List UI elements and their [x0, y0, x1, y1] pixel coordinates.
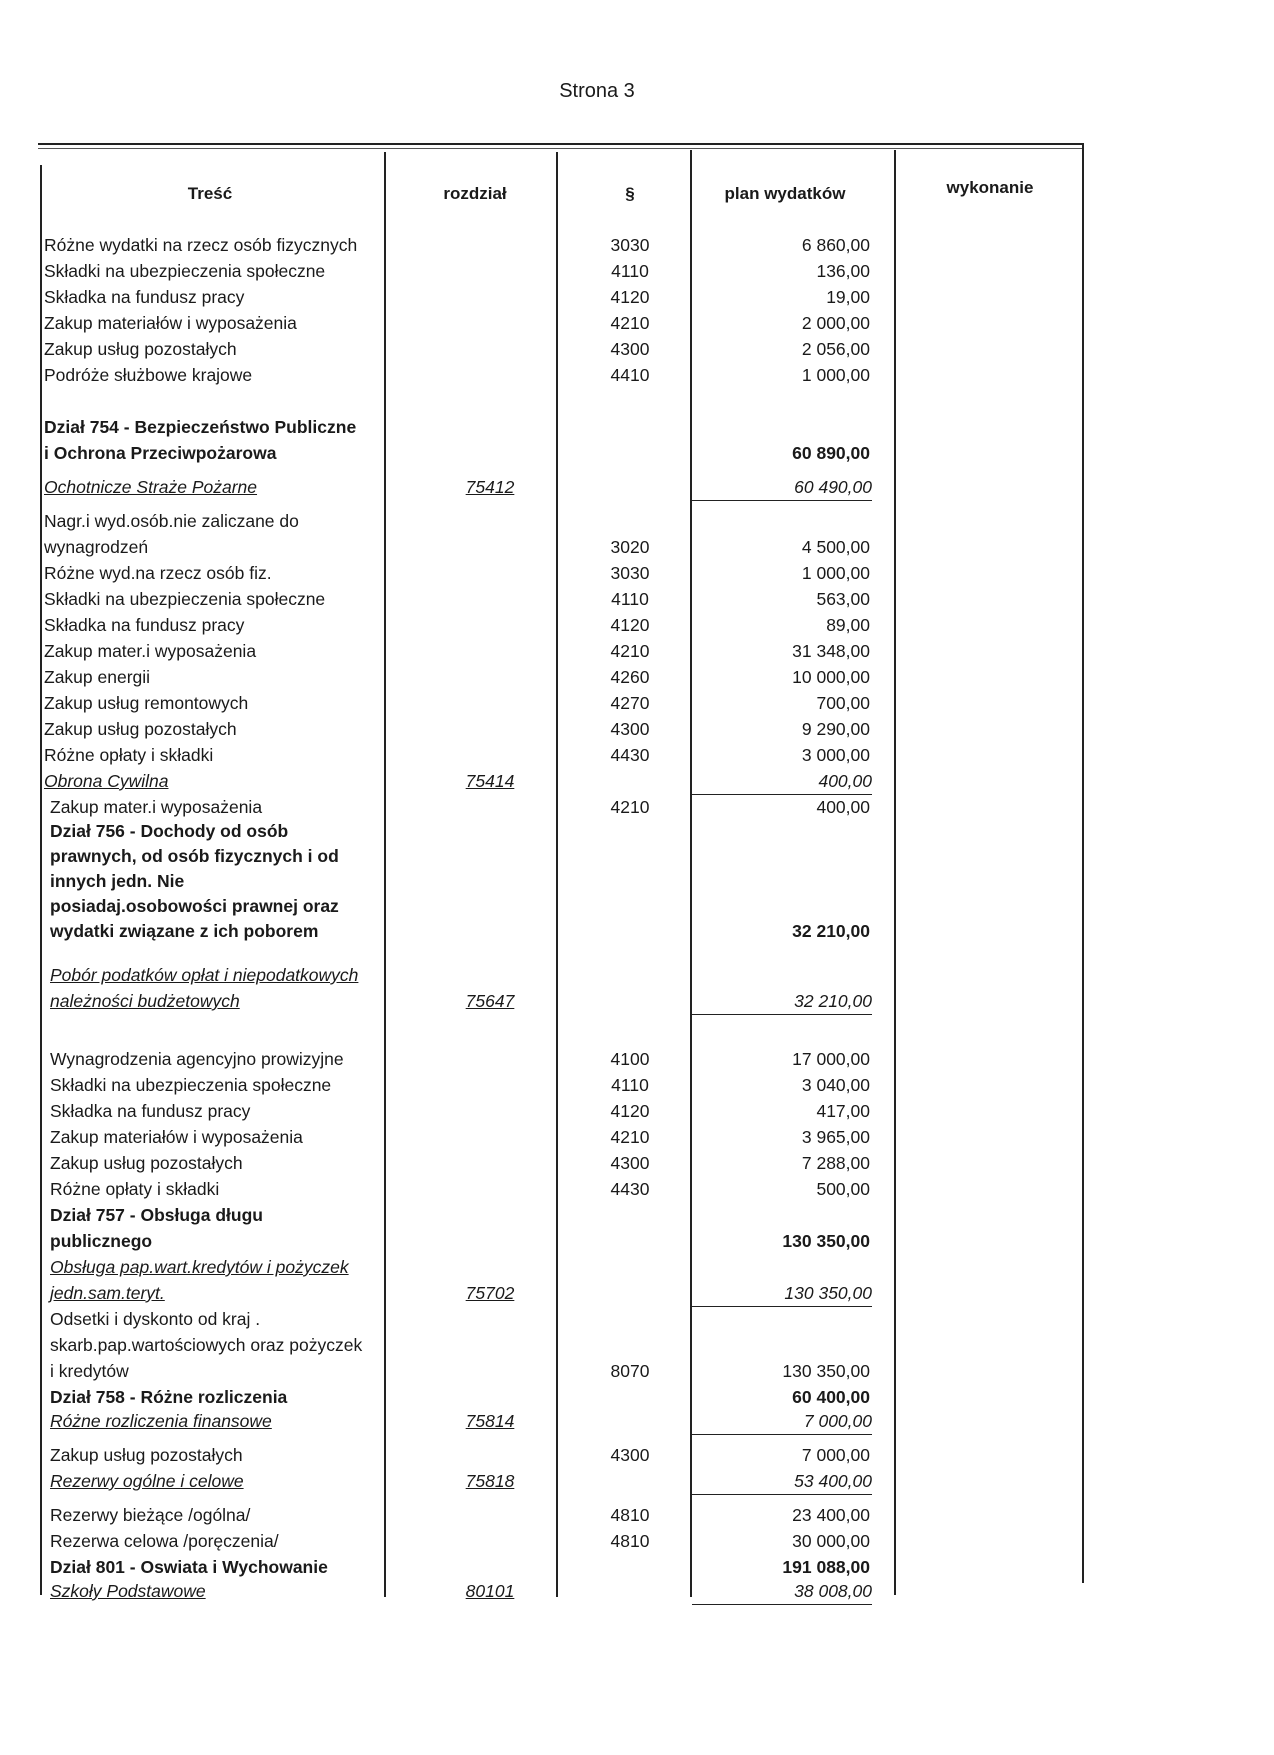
- table-row: [0, 1528, 1274, 1554]
- row-plan-wydatkow: 3 000,00: [801, 745, 870, 765]
- row-tresc: publicznego: [50, 1231, 153, 1251]
- row-paragraf: 4300: [610, 1445, 650, 1465]
- table-row: [0, 612, 1274, 638]
- table-row: [0, 414, 1274, 440]
- row-paragraf: 4430: [610, 1179, 650, 1199]
- row-paragraf: 3030: [610, 563, 650, 583]
- row-tresc: Rezerwa celowa /poręczenia/: [50, 1531, 279, 1551]
- table-row: [0, 818, 1274, 844]
- row-plan-wydatkow: 2 000,00: [801, 313, 870, 333]
- row-plan-wydatkow: 1 000,00: [801, 563, 870, 583]
- row-tresc: jedn.sam.teryt.: [50, 1283, 165, 1303]
- row-tresc: Różne wydatki na rzecz osób fizycznych: [44, 235, 358, 255]
- row-plan-wydatkow: 32 210,00: [692, 988, 872, 1015]
- row-paragraf: 4270: [610, 693, 650, 713]
- row-paragraf: 4260: [610, 667, 650, 687]
- row-tresc: Różne rozliczenia finansowe: [50, 1411, 272, 1431]
- row-paragraf: 4210: [610, 313, 650, 333]
- row-tresc: Obrona Cywilna: [44, 771, 169, 791]
- row-tresc: Zakup usług remontowych: [44, 693, 249, 713]
- table-row: [0, 508, 1274, 534]
- row-paragraf: 4100: [610, 1049, 650, 1069]
- row-plan-wydatkow: 563,00: [816, 589, 870, 609]
- table-row: [0, 1442, 1274, 1468]
- header-wykonanie: wykonanie: [946, 178, 1034, 197]
- table-row: [0, 534, 1274, 560]
- row-paragraf: 4210: [610, 641, 650, 661]
- row-paragraf: 8070: [610, 1361, 650, 1381]
- row-tresc: Składka na fundusz pracy: [44, 615, 245, 635]
- row-paragraf: 4300: [610, 719, 650, 739]
- row-plan-wydatkow: 400,00: [816, 797, 870, 817]
- row-plan-wydatkow: 19,00: [826, 287, 870, 307]
- table-row: [0, 742, 1274, 768]
- row-rozdzial: 75814: [465, 1411, 515, 1431]
- table-row: [0, 1046, 1274, 1072]
- row-tresc: i Ochrona Przeciwpożarowa: [44, 443, 277, 463]
- table-row: [0, 310, 1274, 336]
- table-row: [0, 1554, 1274, 1580]
- row-plan-wydatkow: 7 000,00: [801, 1445, 870, 1465]
- table-row: [0, 362, 1274, 388]
- row-paragraf: 4210: [610, 1127, 650, 1147]
- row-tresc: Różne opłaty i składki: [44, 745, 214, 765]
- row-plan-wydatkow: 500,00: [816, 1179, 870, 1199]
- row-plan-wydatkow: 23 400,00: [792, 1505, 870, 1525]
- row-plan-wydatkow: 17 000,00: [792, 1049, 870, 1069]
- row-tresc: Zakup usług pozostałych: [44, 719, 237, 739]
- row-paragraf: 4410: [610, 365, 650, 385]
- row-tresc: Ochotnicze Straże Pożarne: [44, 477, 258, 497]
- row-tresc: należności budżetowych: [50, 991, 240, 1011]
- row-paragraf: 4210: [610, 797, 650, 817]
- row-plan-wydatkow: 1 000,00: [801, 365, 870, 385]
- table-row: [0, 794, 1274, 820]
- header-tresc: Treść: [187, 184, 233, 203]
- row-plan-wydatkow: 89,00: [826, 615, 870, 635]
- header-rozdzial: rozdział: [443, 184, 507, 203]
- row-tresc: Rezerwy ogólne i celowe: [50, 1471, 244, 1491]
- row-tresc: Nagr.i wyd.osób.nie zaliczane do: [44, 511, 299, 531]
- table-row: [0, 1408, 1274, 1434]
- row-rozdzial: 75412: [465, 477, 515, 497]
- table-row: [0, 1358, 1274, 1384]
- row-tresc: Rezerwy bieżące /ogólna/: [50, 1505, 251, 1525]
- table-row: [0, 586, 1274, 612]
- table-row: [0, 258, 1274, 284]
- row-tresc: Składki na ubezpieczenia społeczne: [44, 589, 326, 609]
- row-rozdzial: 75702: [465, 1283, 515, 1303]
- row-plan-wydatkow: 191 088,00: [782, 1557, 870, 1577]
- row-tresc: i kredytów: [50, 1361, 129, 1381]
- row-paragraf: 4300: [610, 1153, 650, 1173]
- row-plan-wydatkow: 130 350,00: [782, 1231, 870, 1251]
- row-plan-wydatkow: 31 348,00: [792, 641, 870, 661]
- row-plan-wydatkow: 3 965,00: [801, 1127, 870, 1147]
- row-paragraf: 4120: [610, 615, 650, 635]
- table-row: [0, 664, 1274, 690]
- row-plan-wydatkow: 700,00: [816, 693, 870, 713]
- table-row: [0, 893, 1274, 919]
- row-plan-wydatkow: 38 008,00: [692, 1578, 872, 1605]
- row-plan-wydatkow: 130 350,00: [782, 1361, 870, 1381]
- row-tresc: skarb.pap.wartościowych oraz pożyczek: [50, 1335, 363, 1355]
- table-row: [0, 1072, 1274, 1098]
- table-row: [0, 918, 1274, 944]
- row-tresc: Zakup usług pozostałych: [44, 339, 237, 359]
- table-row: [0, 232, 1274, 258]
- page-title: Strona 3: [559, 80, 635, 102]
- table-row: [0, 1202, 1274, 1228]
- table-row: [0, 768, 1274, 794]
- row-tresc: Składka na fundusz pracy: [50, 1101, 251, 1121]
- row-plan-wydatkow: 2 056,00: [801, 339, 870, 359]
- row-tresc: Zakup materiałów i wyposażenia: [50, 1127, 303, 1147]
- row-tresc: Zakup materiałów i wyposażenia: [44, 313, 297, 333]
- row-tresc: Zakup usług pozostałych: [50, 1445, 243, 1465]
- table-row: [0, 1332, 1274, 1358]
- row-tresc: Zakup mater.i wyposażenia: [50, 797, 263, 817]
- header-plan: plan wydatków: [724, 184, 846, 203]
- table-row: [0, 716, 1274, 742]
- row-tresc: Składki na ubezpieczenia społeczne: [44, 261, 326, 281]
- header-paragraf: §: [625, 184, 635, 203]
- row-tresc: posiadaj.osobowości prawnej oraz: [50, 896, 339, 916]
- row-paragraf: 4110: [611, 1075, 649, 1095]
- row-tresc: Dział 757 - Obsługa długu: [50, 1205, 263, 1225]
- row-tresc: Różne wyd.na rzecz osób fiz.: [44, 563, 272, 583]
- row-rozdzial: 75818: [465, 1471, 515, 1491]
- table-row: [0, 843, 1274, 869]
- row-rozdzial: 80101: [465, 1581, 515, 1601]
- row-tresc: Dział 801 - Oswiata i Wychowanie: [50, 1557, 328, 1577]
- row-rozdzial: 75647: [465, 991, 515, 1011]
- table-row: [0, 1468, 1274, 1494]
- row-paragraf: 4430: [610, 745, 650, 765]
- table-row: [0, 1384, 1274, 1410]
- row-tresc: Zakup usług pozostałych: [50, 1153, 243, 1173]
- row-plan-wydatkow: 10 000,00: [792, 667, 870, 687]
- row-plan-wydatkow: 130 350,00: [692, 1280, 872, 1307]
- row-plan-wydatkow: 7 288,00: [801, 1153, 870, 1173]
- row-plan-wydatkow: 136,00: [816, 261, 870, 281]
- table-row: [0, 1578, 1274, 1604]
- row-plan-wydatkow: 400,00: [692, 768, 872, 795]
- row-tresc: wynagrodzeń: [44, 537, 149, 557]
- table-row: [0, 962, 1274, 988]
- row-paragraf: 4810: [610, 1505, 650, 1525]
- row-paragraf: 4300: [610, 339, 650, 359]
- row-tresc: Szkoły Podstawowe: [50, 1581, 206, 1601]
- row-tresc: Obsługa pap.wart.kredytów i pożyczek: [50, 1257, 349, 1277]
- row-paragraf: 4810: [610, 1531, 650, 1551]
- row-paragraf: 3030: [610, 235, 650, 255]
- row-plan-wydatkow: 7 000,00: [692, 1408, 872, 1435]
- row-plan-wydatkow: 60 890,00: [792, 443, 870, 463]
- row-paragraf: 4110: [611, 261, 649, 281]
- table-row: [0, 440, 1274, 466]
- row-tresc: Składki na ubezpieczenia społeczne: [50, 1075, 332, 1095]
- row-paragraf: 4120: [610, 1101, 650, 1121]
- row-tresc: Zakup energii: [44, 667, 151, 687]
- row-paragraf: 4110: [611, 589, 649, 609]
- table-row: [0, 638, 1274, 664]
- row-tresc: wydatki związane z ich poborem: [50, 921, 319, 941]
- row-tresc: innych jedn. Nie: [50, 871, 185, 891]
- table-row: [0, 560, 1274, 586]
- table-row: [0, 1228, 1274, 1254]
- row-plan-wydatkow: 417,00: [816, 1101, 870, 1121]
- table-row: [0, 336, 1274, 362]
- row-tresc: Dział 758 - Różne rozliczenia: [50, 1387, 288, 1407]
- table-row: [0, 1306, 1274, 1332]
- row-plan-wydatkow: 30 000,00: [792, 1531, 870, 1551]
- row-tresc: Składka na fundusz pracy: [44, 287, 245, 307]
- row-tresc: Odsetki i dyskonto od kraj .: [50, 1309, 261, 1329]
- table-row: [0, 1280, 1274, 1306]
- table-row: [0, 1502, 1274, 1528]
- row-plan-wydatkow: 6 860,00: [801, 235, 870, 255]
- row-plan-wydatkow: 9 290,00: [801, 719, 870, 739]
- table-row: [0, 690, 1274, 716]
- row-plan-wydatkow: 60 400,00: [792, 1387, 870, 1407]
- row-paragraf: 3020: [610, 537, 650, 557]
- row-plan-wydatkow: 32 210,00: [792, 921, 870, 941]
- row-tresc: Wynagrodzenia agencyjno prowizyjne: [50, 1049, 344, 1069]
- table-row: [0, 988, 1274, 1014]
- row-plan-wydatkow: 60 490,00: [692, 474, 872, 501]
- row-plan-wydatkow: 4 500,00: [801, 537, 870, 557]
- row-tresc: Pobór podatków opłat i niepodatkowych: [50, 965, 359, 985]
- table-row: [0, 474, 1274, 500]
- row-rozdzial: 75414: [465, 771, 515, 791]
- table-row: [0, 1124, 1274, 1150]
- row-plan-wydatkow: 3 040,00: [801, 1075, 870, 1095]
- row-tresc: Dział 754 - Bezpieczeństwo Publiczne: [44, 417, 357, 437]
- row-paragraf: 4120: [610, 287, 650, 307]
- table-row: [0, 284, 1274, 310]
- row-tresc: Dział 756 - Dochody od osób: [50, 821, 289, 841]
- row-tresc: Zakup mater.i wyposażenia: [44, 641, 257, 661]
- row-tresc: prawnych, od osób fizycznych i od: [50, 846, 339, 866]
- row-plan-wydatkow: 53 400,00: [692, 1468, 872, 1495]
- table-row: [0, 1176, 1274, 1202]
- table-row: [0, 868, 1274, 894]
- table-row: [0, 1098, 1274, 1124]
- row-tresc: Podróże służbowe krajowe: [44, 365, 253, 385]
- row-tresc: Różne opłaty i składki: [50, 1179, 220, 1199]
- table-row: [0, 1150, 1274, 1176]
- table-row: [0, 1254, 1274, 1280]
